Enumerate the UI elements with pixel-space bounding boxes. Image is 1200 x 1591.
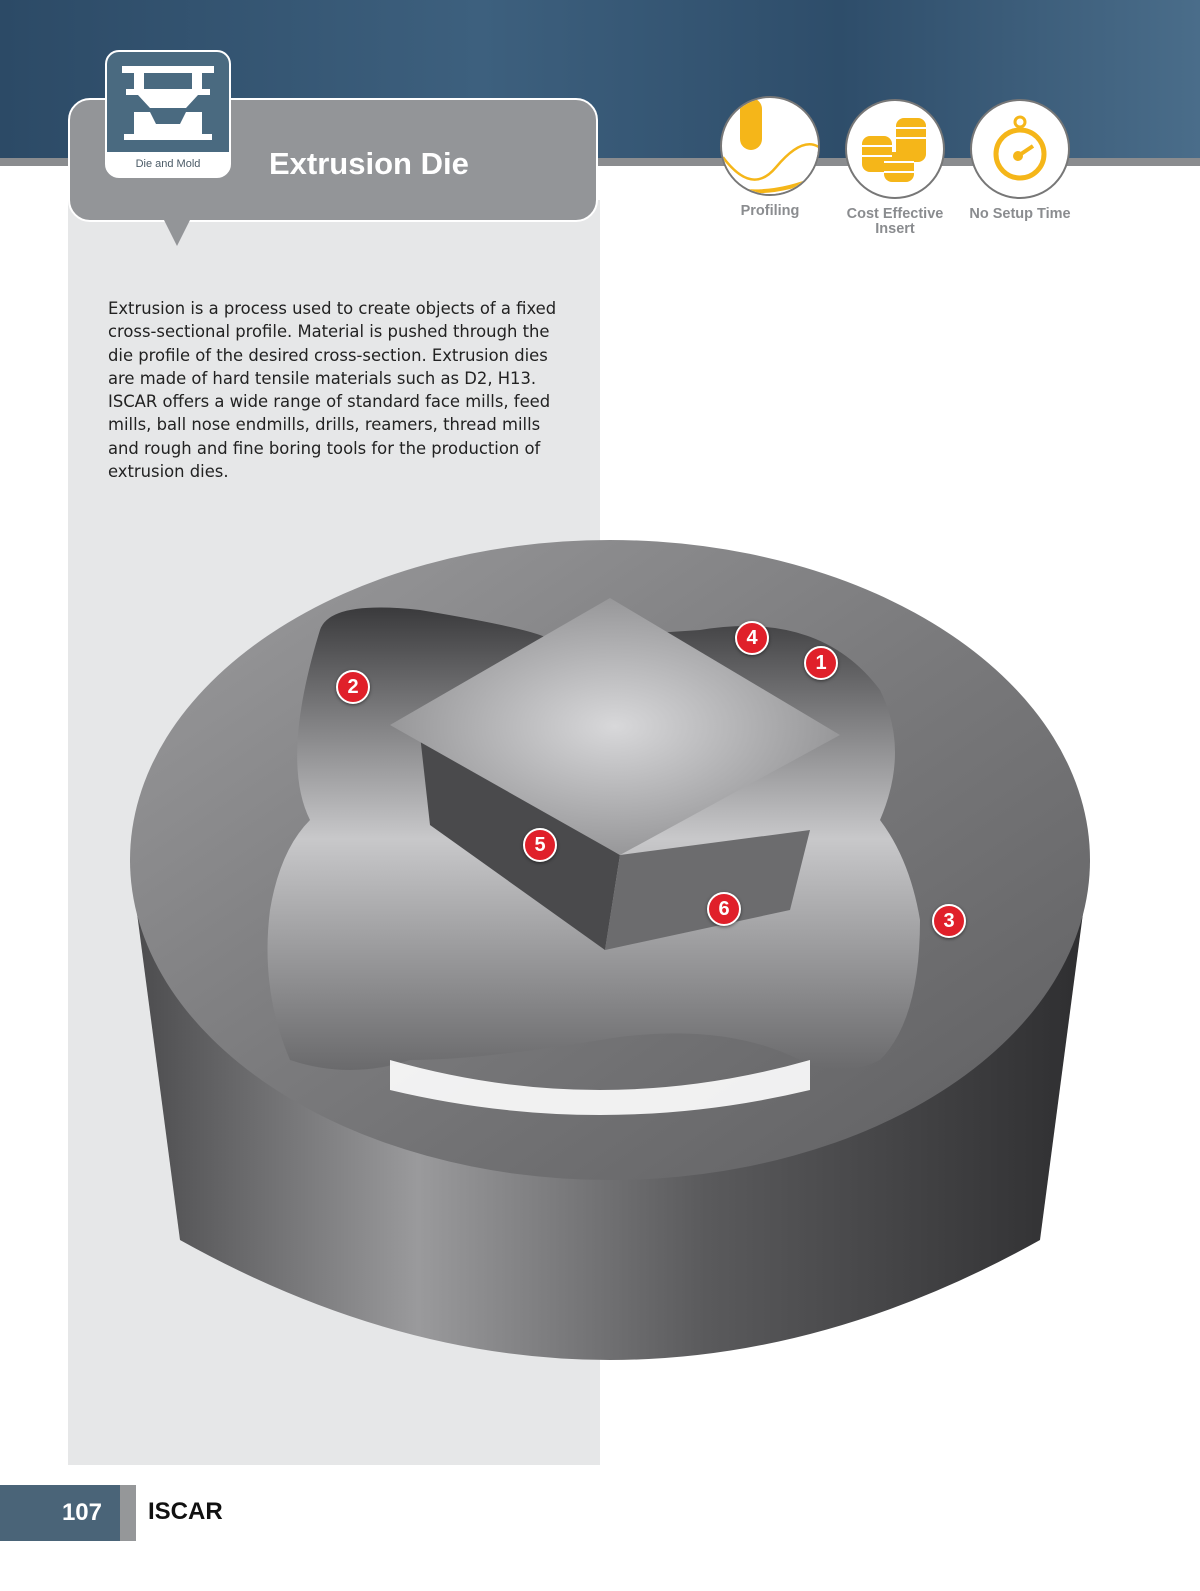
callout-marker-4: 4 — [735, 621, 769, 655]
feature-label: No Setup Time — [969, 206, 1071, 222]
feature-cost-effective — [830, 99, 960, 237]
brand-name: ISCAR — [148, 1498, 223, 1525]
feature-label: Cost Effective Insert — [846, 206, 944, 237]
stopwatch-icon — [970, 99, 1070, 199]
category-badge — [105, 50, 231, 178]
profiling-icon — [720, 96, 820, 196]
description-paragraph: Extrusion is a process used to create objects of a fixed cross-sectional profile. Material is pushed through the die profile of the desired cross-section. Extrusion dies are made of hard tensile materials such as D2, H13. — [108, 299, 557, 388]
callout-marker-5: 5 — [523, 828, 557, 862]
description-paragraph: ISCAR offers a wide range of standard face mills, feed mills, ball nose endmills, drills, reamers, thread mills and rough and fine boring tools for the production of extrusion dies. — [108, 392, 551, 482]
page-number: 107 — [0, 1485, 120, 1541]
callout-marker-2: 2 — [336, 670, 370, 704]
category-label: Die and Mold — [135, 158, 201, 170]
feature-label: Profiling — [740, 203, 800, 219]
die-mold-icon — [107, 52, 229, 152]
callout-marker-3: 3 — [932, 904, 966, 938]
coins-icon — [845, 99, 945, 199]
feature-profiling — [705, 96, 835, 219]
footer-stripe — [120, 1485, 136, 1541]
extrusion-die-image — [120, 520, 1110, 1420]
callout-marker-1: 1 — [804, 646, 838, 680]
page-title: Extrusion Die — [269, 146, 469, 181]
description-text — [108, 297, 558, 483]
feature-no-setup-time — [955, 99, 1085, 222]
callout-marker-6: 6 — [707, 892, 741, 926]
bubble-tail — [164, 220, 190, 246]
